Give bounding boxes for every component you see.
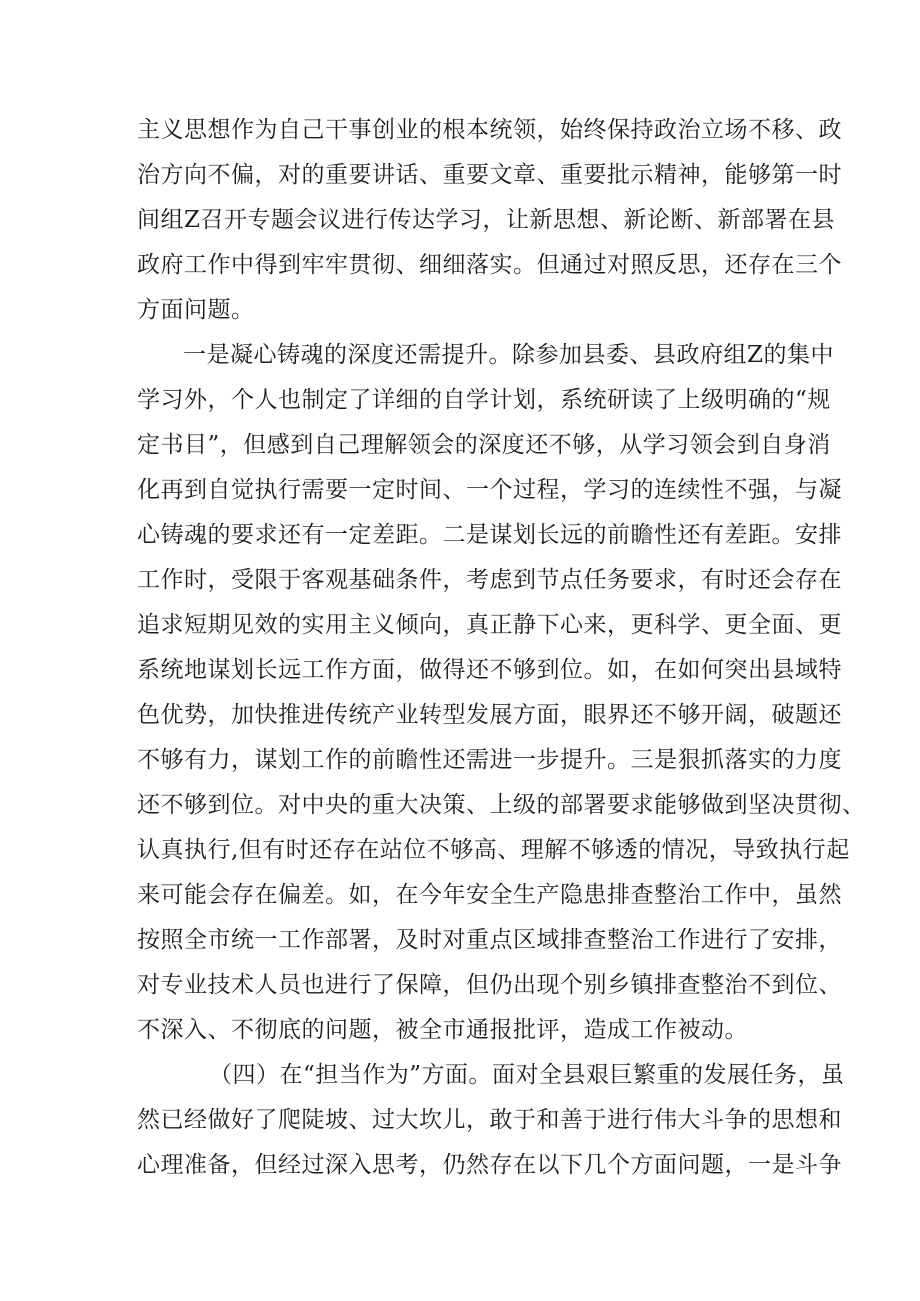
text-line: 定书目”，但感到自己理解领会的深度还不够，从学习领会到自身消 [137, 432, 831, 458]
text-line: 心铸魂的要求还有一定差距。二是谋划长远的前瞻性还有差距。安排 [137, 522, 842, 548]
text-line: 治方向不偏，对的重要讲话、重要文章、重要批示精神，能够第一时 [137, 162, 842, 188]
paragraph-1 [137, 108, 842, 333]
text-line: 然已经做好了爬陡坡、过大坎儿，敢于和善于进行伟大斗争的思想和 [137, 1107, 842, 1133]
paragraph-2 [137, 333, 866, 1053]
text-line: 按照全市统一工作部署，及时对重点区域排查整治工作进行了安排， [137, 927, 842, 953]
text-line: 一是凝心铸魂的深度还需提升。除参加县委、县政府组Z的集中 [183, 342, 834, 368]
text-line: （四）在“担当作为”方面。面对全县艰巨繁重的发展任务，虽 [209, 1062, 845, 1088]
text-line: 色优势，加快推进传统产业转型发展方面，眼界还不够开阔，破题还 [137, 702, 842, 728]
text-line: 方面问题。 [137, 297, 255, 323]
text-line: 化再到自觉执行需要一定时间、一个过程，学习的连续性不强，与凝 [137, 477, 842, 503]
text-line: 主义思想作为自己干事创业的根本统领，始终保持政治立场不移、政 [137, 117, 842, 143]
text-line: 心理准备，但经过深入思考，仍然存在以下几个方面问题，一是斗争 [137, 1152, 842, 1178]
text-line: 来可能会存在偏差。如，在今年安全生产隐患排查整治工作中，虽然 [137, 882, 842, 908]
text-line: 还不够到位。对中央的重大决策、上级的部署要求能够做到坚决贯彻、 [137, 792, 866, 818]
paragraph-3 [137, 1053, 845, 1188]
text-line: 对专业技术人员也进行了保障，但仍出现个别乡镇排查整治不到位、 [137, 972, 842, 998]
text-line: 政府工作中得到牢牢贯彻、细细落实。但通过对照反思，还存在三个 [137, 252, 842, 278]
text-line: 追求短期见效的实用主义倾向，真正静下心来，更科学、更全面、更 [137, 612, 842, 638]
text-line: 认真执行,但有时还存在站位不够高、理解不够透的情况，导致执行起 [137, 837, 850, 863]
text-line: 系统地谋划长远工作方面，做得还不够到位。如，在如何突出县域特 [137, 657, 842, 683]
text-line: 间组Z召开专题会议进行传达学习，让新思想、新论断、新部署在县 [137, 207, 835, 233]
text-line: 不够有力，谋划工作的前瞻性还需进一步提升。三是狠抓落实的力度 [137, 747, 842, 773]
text-line: 学习外，个人也制定了详细的自学计划，系统研读了上级明确的“规 [137, 387, 831, 413]
text-line: 不深入、不彻底的问题，被全市通报批评，造成工作被动。 [137, 1017, 748, 1043]
body-text [137, 108, 866, 1188]
text-line: 工作时，受限于客观基础条件，考虑到节点任务要求，有时还会存在 [137, 567, 842, 593]
